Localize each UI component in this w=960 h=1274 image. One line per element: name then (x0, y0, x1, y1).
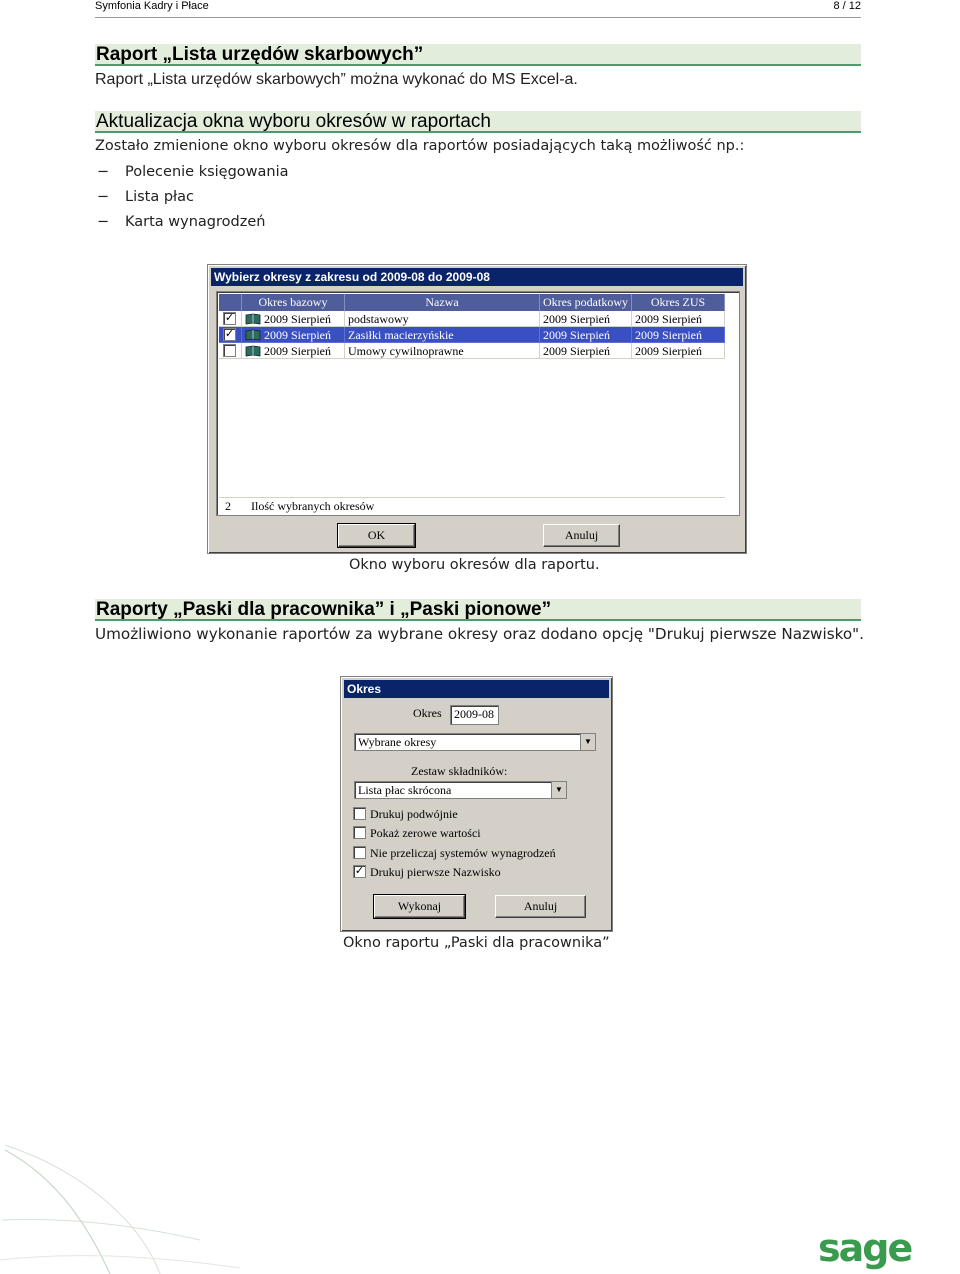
cell-okres-bazowy: 2009 Sierpień (242, 343, 345, 359)
sage-logo (818, 1226, 911, 1270)
section-title-aktualizacja: Aktualizacja okna wyboru okresów w raportach (95, 111, 861, 133)
dialog-title-bar: Wybierz okresy z zakresu od 2009-08 do 2009-08 (211, 268, 743, 286)
option-checkbox[interactable] (353, 807, 366, 820)
column-header-okres-podatkowy[interactable]: Okres podatkowy (540, 294, 632, 311)
option-checkbox[interactable] (353, 826, 366, 839)
logo-text: sage (818, 1226, 912, 1270)
list-item (95, 210, 289, 235)
figure-caption-1: Okno wyboru okresów dla raportu. (349, 557, 600, 573)
table-header (219, 294, 725, 311)
ok-button[interactable]: OK (338, 524, 415, 547)
zestaw-value: Lista płac skrócona (358, 783, 452, 797)
cell-okres-podatkowy: 2009 Sierpień (540, 311, 632, 327)
run-button[interactable]: Wykonaj (374, 895, 465, 918)
option-checkbox[interactable] (353, 846, 366, 859)
cell-nazwa: podstawowy (345, 311, 540, 327)
cell-okres-podatkowy: 2009 Sierpień (540, 343, 632, 359)
list-item-label: Karta wynagrodzeń (125, 214, 266, 230)
column-header-okres-zus[interactable]: Okres ZUS (632, 294, 725, 311)
zestaw-label: Zestaw składników: (411, 764, 508, 778)
row-checkbox[interactable] (223, 344, 236, 357)
cell-nazwa: Zasiłki macierzyńskie (345, 327, 540, 343)
option-checkbox[interactable]: ✓ (354, 865, 365, 877)
column-header-nazwa[interactable]: Nazwa (345, 294, 540, 311)
chevron-down-icon[interactable]: ▼ (580, 734, 595, 750)
chevron-down-icon[interactable]: ▼ (551, 782, 566, 798)
header-page-number: 8 / 12 (833, 0, 861, 12)
report-list (95, 160, 289, 235)
section-title-lista-urzedow: Raport „Lista urzędów skarbowych” (95, 44, 861, 66)
okres-label: Okres (413, 706, 442, 720)
list-item-label: Polecenie księgowania (125, 164, 289, 180)
row-checkbox[interactable]: ✓ (224, 328, 235, 340)
cancel-button[interactable]: Anuluj (495, 895, 586, 918)
selected-count-label: Ilość wybranych okresów (251, 499, 375, 513)
section-text-paski: Umożliwiono wykonanie raportów za wybrane okresy oraz dodano opcję "Drukuj pierwsze Nazwisko". (95, 625, 864, 643)
selected-count: 2 (225, 499, 231, 513)
list-dash: − (97, 214, 110, 230)
list-dash: − (97, 189, 110, 205)
section-text-aktualizacja: Zostało zmienione okno wyboru okresów dla raportów posiadających taką możliwość np.: (95, 138, 745, 154)
table-row[interactable] (219, 311, 725, 327)
cell-nazwa: Umowy cywilnoprawne (345, 343, 540, 359)
period-mode-select[interactable] (354, 733, 596, 751)
okres-input[interactable]: 2009-08 (450, 705, 499, 725)
page-header (95, 0, 861, 18)
cell-okres-bazowy: 2009 Sierpień (242, 327, 345, 343)
periods-table (216, 291, 740, 516)
cell-okres-zus: 2009 Sierpień (632, 343, 725, 359)
okres-dialog: Okres Okres 2009-08 Wybrane okresy ▼ Zestaw składników: Lista płac skrócona ▼ Drukuj podwójnie Pokaż zerowe wartości Nie przeliczaj systemów wynagrodzeń ✓ Drukuj pierwsze Nazwisko Wykonaj Anuluj (340, 676, 613, 932)
cell-okres-zus: 2009 Sierpień (632, 311, 725, 327)
figure-caption-2: Okno raportu „Paski dla pracownika” (343, 935, 610, 951)
cancel-button[interactable]: Anuluj (543, 524, 620, 547)
section-text-lista-urzedow: Raport „Lista urzędów skarbowych” można wykonać do MS Excel-a. (95, 71, 578, 88)
book-icon (245, 329, 261, 341)
period-select-dialog (207, 264, 747, 554)
zestaw-select[interactable] (354, 781, 567, 799)
book-icon (245, 345, 261, 357)
selected-count-bar (219, 497, 725, 513)
list-item-label: Lista płac (125, 189, 195, 205)
book-icon (245, 313, 261, 325)
cell-okres-bazowy: 2009 Sierpień (242, 311, 345, 327)
decorative-swoosh (0, 1140, 300, 1274)
list-item (95, 185, 289, 210)
row-checkbox[interactable]: ✓ (224, 312, 235, 324)
cell-okres-zus: 2009 Sierpień (632, 327, 725, 343)
header-product-name: Symfonia Kadry i Płace (95, 0, 209, 12)
list-item (95, 160, 289, 185)
table-row[interactable] (219, 327, 725, 343)
dialog-title-bar: Okres (344, 680, 609, 698)
column-header-okres-bazowy[interactable]: Okres bazowy (242, 294, 345, 311)
cell-okres-podatkowy: 2009 Sierpień (540, 327, 632, 343)
table-row[interactable] (219, 343, 725, 359)
period-mode-value: Wybrane okresy (358, 735, 437, 749)
column-header-check (219, 294, 242, 311)
section-title-paski: Raporty „Paski dla pracownika” i „Paski pionowe” (95, 599, 861, 621)
list-dash: − (97, 164, 110, 180)
